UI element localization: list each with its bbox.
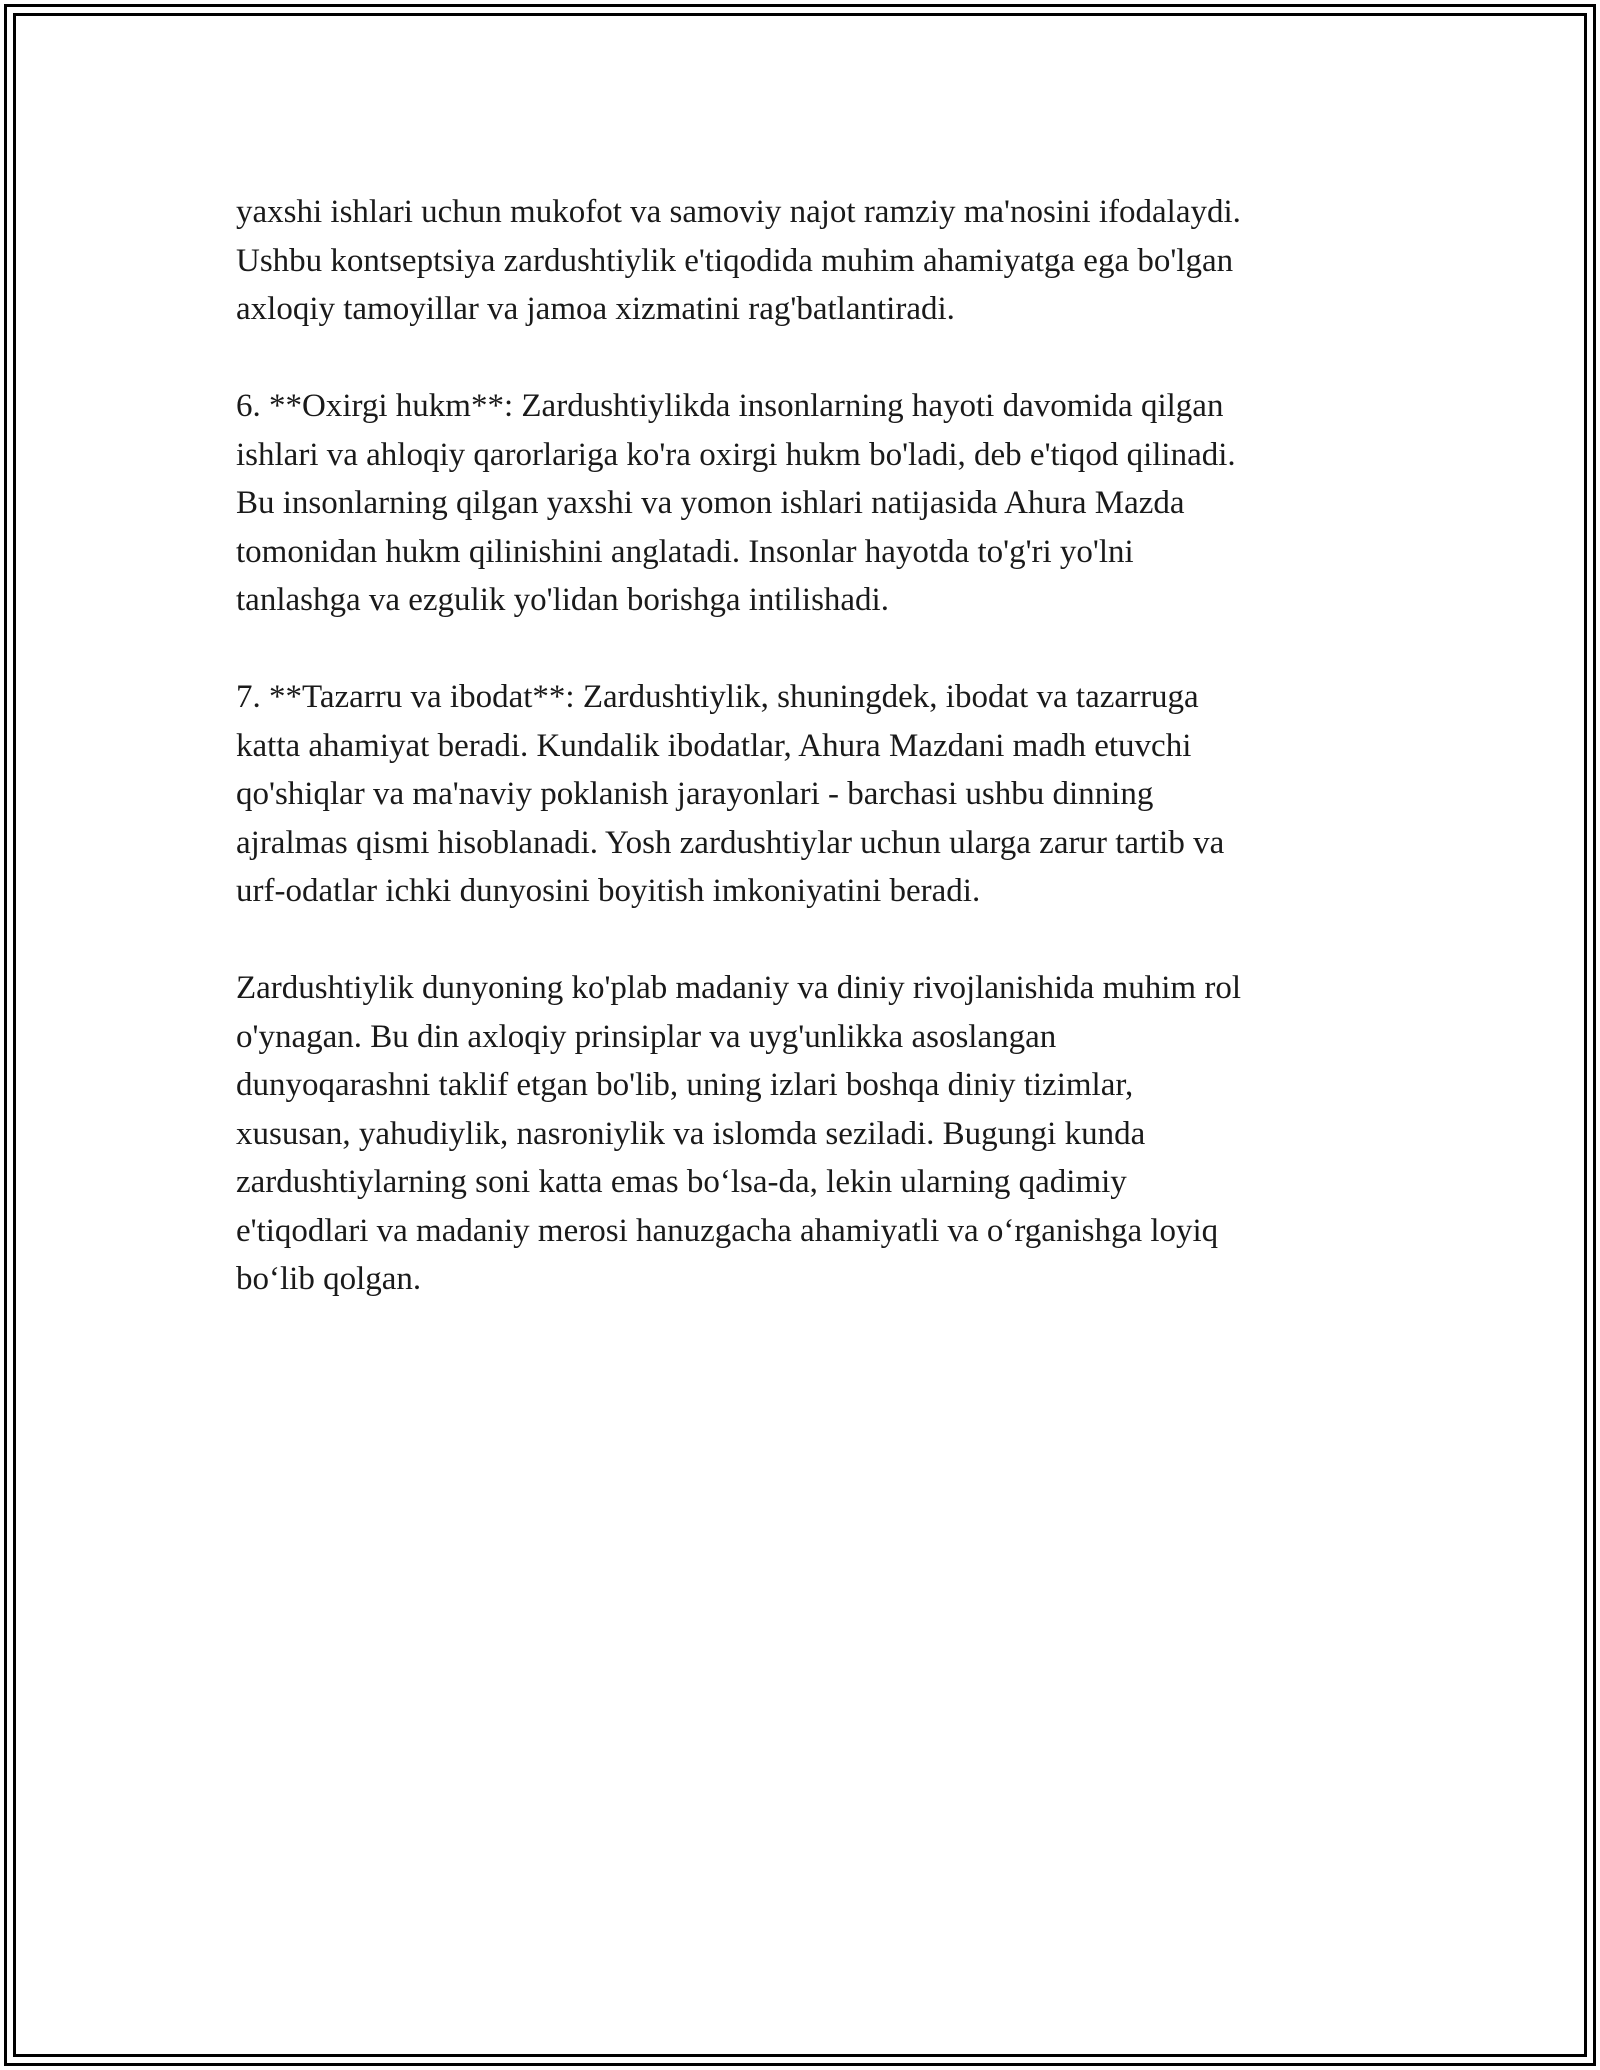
text-line: Ushbu kontseptsiya zardushtiylik e'tiqodida muhim ahamiyatga ega bo'lgan: [236, 242, 1234, 279]
text-line: o'ynagan. Bu din axloqiy prinsiplar va uyg'unlikka asoslangan: [236, 1018, 1057, 1055]
text-line: zardushtiylarning soni katta emas bo‘lsa-da, lekin ularning qadimiy: [236, 1164, 1127, 1200]
text-line: urf-odatlar ichki dunyosini boyitish imkoniyatini beradi.: [236, 873, 981, 909]
text-line: e'tiqodlari va madaniy merosi hanuzgacha ahamiyatli va o‘rganishga loyiq: [236, 1212, 1219, 1249]
text-line: Bu insonlarning qilgan yaxshi va yomon ishlari natijasida Ahura Mazda: [236, 485, 1185, 521]
text-line: qo'shiqlar va ma'naviy poklanish jarayonlari - barchasi ushbu dinning: [236, 776, 1154, 812]
text-line: xususan, yahudiylik, nasroniylik va islomda seziladi. Bugungi kunda: [236, 1115, 1146, 1152]
paragraph-repentance-worship: [236, 673, 1376, 916]
text-line: yaxshi ishlari uchun mukofot va samoviy najot ramziy ma'nosini ifodalaydi.: [236, 194, 1241, 230]
text-line: ishlari va ahloqiy qarorlariga ko'ra oxirgi hukm bo'ladi, deb e'tiqod qilinadi.: [236, 436, 1236, 473]
document-body: [236, 188, 1376, 1352]
text-line: katta ahamiyat beradi. Kundalik ibodatlar, Ahura Mazdani madh etuvchi: [236, 727, 1192, 764]
text-line: ajralmas qismi hisoblanadi. Yosh zardushtiylar uchun ularga zarur tartib va: [236, 824, 1225, 861]
text-line: axloqiy tamoyillar va jamoa xizmatini rag'batlantiradi.: [236, 291, 955, 327]
paragraph-last-judgment: [236, 382, 1376, 625]
paragraph-conclusion: [236, 964, 1376, 1304]
text-line: 7. **Tazarru va ibodat**: Zardushtiylik, shuningdek, ibodat va tazarruga: [236, 679, 1199, 715]
text-line: tanlashga va ezgulik yo'lidan borishga intilishadi.: [236, 582, 889, 618]
text-line: bo‘lib qolgan.: [236, 1261, 422, 1297]
paragraph-reward-concept: [236, 188, 1376, 334]
text-line: 6. **Oxirgi hukm**: Zardushtiylikda insonlarning hayoti davomida qilgan: [236, 388, 1224, 424]
text-line: Zardushtiylik dunyoning ko'plab madaniy va diniy rivojlanishida muhim rol: [236, 970, 1241, 1006]
text-line: dunyoqarashni taklif etgan bo'lib, uning izlari boshqa diniy tizimlar,: [236, 1067, 1134, 1103]
text-line: tomonidan hukm qilinishini anglatadi. Insonlar hayotda to'g'ri yo'lni: [236, 533, 1134, 570]
